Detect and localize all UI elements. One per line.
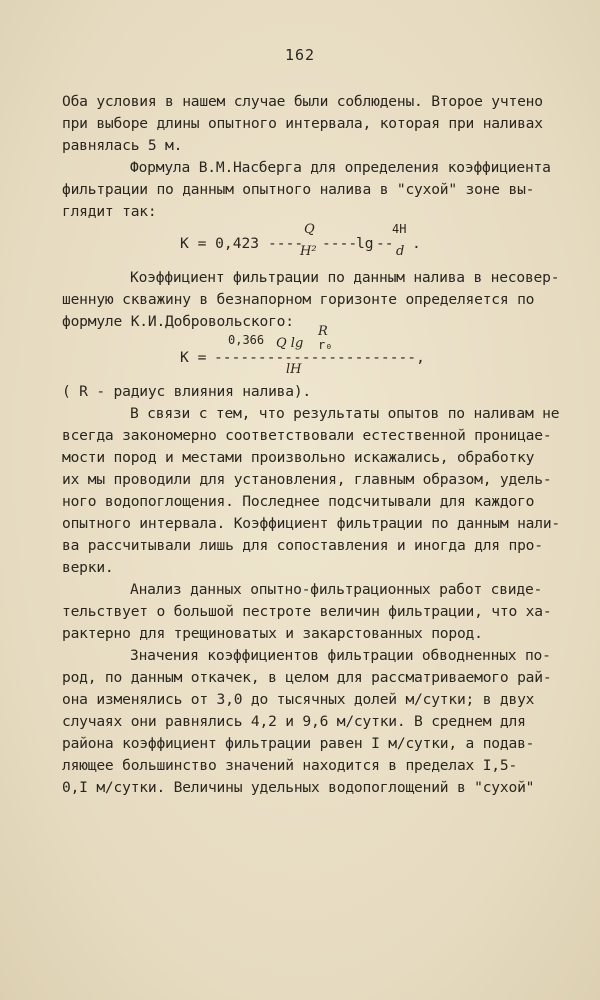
text-line: ва рассчитывали лишь для сопоставления и иногда для про- [62, 537, 543, 554]
text-line: Анализ данных опытно-фильтрационных работ свиде- [130, 581, 543, 598]
formula-dash: ---- [268, 235, 304, 252]
text-line: глядит так: [62, 203, 157, 220]
formula-dash: -----------------------, [214, 349, 425, 366]
formula-dash: -- [376, 235, 394, 252]
text-line: случаях они равнялись 4,2 и 9,6 м/сутки. В среднем для [62, 713, 526, 730]
formula-lhs: К = [180, 349, 216, 366]
text-line: района коэффициент фильтрации равен I м/сутки, а подав- [62, 735, 535, 752]
formula-denominator: d [396, 244, 405, 259]
formula-numerator: 4H [392, 222, 407, 236]
text-line: рактерно для трещиноватых и закарстованных пород. [62, 625, 483, 642]
text-line: опытного интервала. Коэффициент фильтрации по данным нали- [62, 515, 560, 532]
text-line: Значения коэффициентов фильтрации обводненных по- [130, 647, 551, 664]
text-line: при выборе длины опытного интервала, которая при наливах [62, 115, 543, 132]
text-line: ного водопоглощения. Последнее подсчитывали для каждого [62, 493, 535, 510]
formula-numerator: Q [304, 222, 315, 237]
text-line: род, по данным откачек, в целом для рассматриваемого рай- [62, 669, 552, 686]
text-line: ляющее большинство значений находится в пределах I,5- [62, 757, 518, 774]
text-line: Формула В.М.Насберга для определения коэффициента [130, 159, 551, 176]
formula-log: lg [356, 235, 374, 252]
formula-numerator: R [318, 324, 328, 339]
text-line: мости пород и местами произвольно искажались, обработку [62, 449, 535, 466]
text-line: фильтрации по данным опытного налива в "сухой" зоне вы- [62, 181, 535, 198]
text-line: их мы проводили для установления, главным образом, удель- [62, 471, 552, 488]
page-number: 162 [284, 46, 316, 64]
text-line: тельствует о большой пестроте величин фильтрации, что ха- [62, 603, 552, 620]
text-line: ( R - радиус влияния налива). [62, 383, 311, 400]
formula-coefficient: 0,366 [228, 333, 265, 347]
formula-end: . [412, 235, 421, 252]
text-line: формуле К.И.Добровольского: [62, 313, 294, 330]
formula-denominator: H² [300, 244, 317, 259]
text-line: всегда закономерно соответствовали естественной проницае- [62, 427, 552, 444]
text-line: 0,I м/сутки. Величины удельных водопоглощений в "сухой" [62, 779, 535, 796]
text-line: Оба условия в нашем случае были соблюдены. Второе учтено [62, 93, 543, 110]
text-line: она изменялись от 3,0 до тысячных долей м/сутки; в двух [62, 691, 535, 708]
text-line: верки. [62, 559, 114, 576]
formula-denominator: lH [286, 362, 302, 377]
formula-numerator: Q lg [276, 336, 304, 351]
text-line: Коэффициент фильтрации по данным налива в несовер- [130, 269, 560, 286]
text-line: В связи с тем, что результаты опытов по наливам не [130, 405, 560, 422]
text-line: шенную скважину в безнапорном горизонте определяется по [62, 291, 535, 308]
formula-denominator: r₀ [318, 338, 333, 352]
text-line: равнялась 5 м. [62, 137, 183, 154]
formula-lhs: К = 0,423 [180, 235, 260, 252]
formula-dash: ---- [322, 235, 358, 252]
